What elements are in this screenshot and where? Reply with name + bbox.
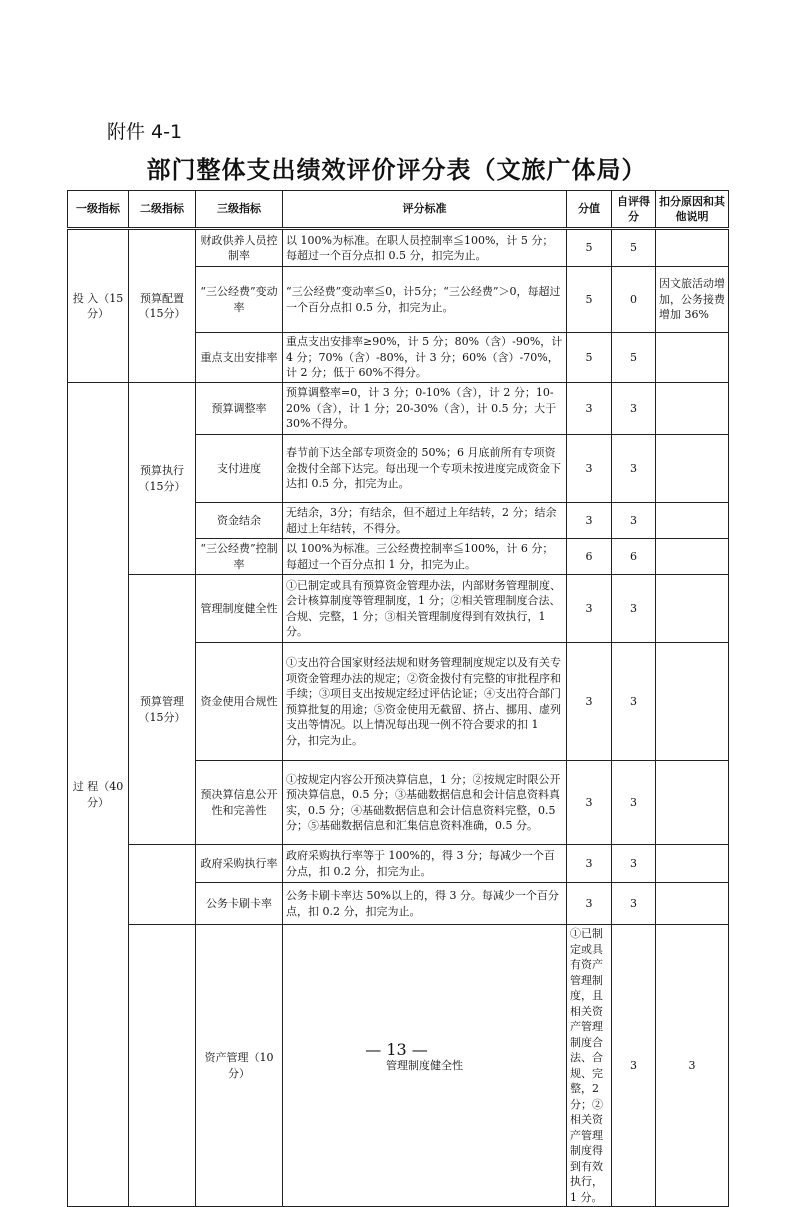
reason-cell — [656, 333, 729, 383]
table-row — [68, 845, 729, 883]
standard-cell: 重点支出安排率≥90%，计 5 分；80%（含）-90%，计 4 分；70%（含）-80%，计 3 分；60%（含）-70%，计 2 分；低于 60%不得分。 — [283, 333, 567, 383]
header-reason: 扣分原因和其他说明 — [656, 191, 729, 229]
self-score-cell: 5 — [612, 333, 656, 383]
score-cell: 3 — [567, 761, 612, 845]
self-score-cell: 5 — [612, 229, 656, 267]
self-score-cell: 3 — [612, 383, 656, 435]
l3-cell: 支付进度 — [196, 435, 283, 503]
reason-cell — [656, 883, 729, 925]
self-score-cell: 3 — [612, 643, 656, 761]
l3-cell: 资金结余 — [196, 503, 283, 539]
reason-cell — [656, 643, 729, 761]
table-row — [68, 925, 729, 1207]
header-l2: 二级指标 — [129, 191, 196, 229]
self-score-cell: 3 — [612, 883, 656, 925]
l3-cell: 管理制度健全性 — [196, 575, 283, 643]
l3-cell: 财政供养人员控制率 — [196, 229, 283, 267]
reason-cell — [656, 845, 729, 883]
standard-cell: 政府采购执行率等于 100%的，得 3 分；每减少一个百分点，扣 0.2 分，扣完为止。 — [283, 845, 567, 883]
l1-empty — [129, 925, 196, 1207]
reason-cell: 因文旅活动增加，公务接费增加 36% — [656, 267, 729, 333]
l3-cell: 预决算信息公开性和完善性 — [196, 761, 283, 845]
self-score-cell: 3 — [656, 925, 729, 1207]
table-row — [68, 575, 729, 643]
reason-cell — [656, 229, 729, 267]
l3-cell: 公务卡刷卡率 — [196, 883, 283, 925]
l3-cell: 资金使用合规性 — [196, 643, 283, 761]
score-cell: 6 — [567, 539, 612, 575]
reason-cell — [656, 575, 729, 643]
standard-cell: ①已制定或具有资产管理制度，且相关资产管理制度合法、合规、完整，2 分；②相关资产管理制度得到有效执行，1 分。 — [567, 925, 612, 1207]
l2-asset-mgmt: 资产管理（10分） — [196, 925, 283, 1207]
l2-budget-exec: 预算执行（15分） — [129, 383, 196, 575]
score-cell: 3 — [567, 883, 612, 925]
header-score: 分值 — [567, 191, 612, 229]
header-l3: 三级指标 — [196, 191, 283, 229]
self-score-cell: 3 — [612, 575, 656, 643]
self-score-cell: 0 — [612, 267, 656, 333]
standard-cell: 以 100%为标准。三公经费控制率≦100%，计 6 分；每超过一个百分点扣 1 分，扣完为止。 — [283, 539, 567, 575]
self-score-cell: 3 — [612, 503, 656, 539]
score-cell: 3 — [567, 575, 612, 643]
reason-cell — [656, 435, 729, 503]
header-row — [68, 191, 729, 229]
standard-cell: ①已制定或具有预算资金管理办法，内部财务管理制度、会计核算制度等管理制度，1 分；②相关管理制度合法、合规、完整，1 分；③相关管理制度得到有效执行，1 分。 — [283, 575, 567, 643]
l3-cell: 管理制度健全性 — [283, 925, 567, 1207]
reason-cell — [656, 383, 729, 435]
l2-empty — [129, 845, 196, 925]
standard-cell: ①按规定内容公开预决算信息，1 分；②按规定时限公开预决算信息，0.5 分；③基础数据信息和会计信息资料真实，0.5 分；④基础数据信息和会计信息资料完整，0.5 分；⑤基础数据信息和汇集信息资料准确，0.5 分。 — [283, 761, 567, 845]
standard-cell: ①支出符合国家财经法规和财务管理制度规定以及有关专项资金管理办法的规定；②资金拨付有完整的审批程序和手续；③项目支出按规定经过评估论证；④支出符合部门预算批复的用途；⑤资金使用无截留、挤占、挪用、虚列支出等情况。以上情况每出现一例不符合要求的扣 1 分，扣完为止。 — [283, 643, 567, 761]
l2-budget-alloc: 预算配置（15分） — [129, 229, 196, 383]
score-cell: 3 — [567, 435, 612, 503]
score-cell: 3 — [567, 503, 612, 539]
score-cell: 3 — [612, 925, 656, 1207]
table-row — [68, 229, 729, 267]
reason-cell — [656, 503, 729, 539]
reason-cell — [656, 761, 729, 845]
page-number: — 13 — — [365, 1040, 428, 1059]
l2-budget-mgmt: 预算管理（15分） — [129, 575, 196, 845]
l1-input: 投 入（15分） — [68, 229, 129, 383]
standard-cell: 预算调整率=0，计 3 分；0-10%（含），计 2 分；10-20%（含），计 1 分；20-30%（含），计 0.5 分；大于 30%不得分。 — [283, 383, 567, 435]
standard-cell: 以 100%为标准。在职人员控制率≦100%，计 5 分；每超过一个百分点扣 0.5 分，扣完为止。 — [283, 229, 567, 267]
self-score-cell: 3 — [612, 435, 656, 503]
l3-cell: 政府采购执行率 — [196, 845, 283, 883]
header-l1: 一级指标 — [68, 191, 129, 229]
attachment-label: 附件 4-1 — [107, 121, 183, 143]
header-standard: 评分标准 — [283, 191, 567, 229]
standard-cell: 春节前下达全部专项资金的 50%；6 月底前所有专项资金拨付全部下达完。每出现一个专项未按进度完成资金下达扣 0.5 分，扣完为止。 — [283, 435, 567, 503]
self-score-cell: 3 — [612, 761, 656, 845]
score-cell: 3 — [567, 643, 612, 761]
score-cell: 3 — [567, 845, 612, 883]
l1-process: 过 程（40分） — [68, 383, 129, 1207]
l3-cell: “三公经费”变动率 — [196, 267, 283, 333]
score-cell: 5 — [567, 267, 612, 333]
score-cell: 5 — [567, 229, 612, 267]
reason-cell — [656, 539, 729, 575]
self-score-cell: 6 — [612, 539, 656, 575]
l3-cell: 预算调整率 — [196, 383, 283, 435]
standard-cell: 公务卡刷卡率达 50%以上的，得 3 分。每减少一个百分点，扣 0.2 分，扣完为止。 — [283, 883, 567, 925]
standard-cell: 无结余，3分；有结余，但不超过上年结转，2 分；结余超过上年结转，不得分。 — [283, 503, 567, 539]
page-title: 部门整体支出绩效评价评分表（文旅广体局） — [146, 156, 647, 184]
score-cell: 5 — [567, 333, 612, 383]
standard-cell: “三公经费”变动率≦0，计5分；“三公经费”＞0，每超过一个百分点扣 0.5 分，扣完为止。 — [283, 267, 567, 333]
table-row — [68, 383, 729, 435]
header-self: 自评得分 — [612, 191, 656, 229]
score-cell: 3 — [567, 383, 612, 435]
self-score-cell: 3 — [612, 845, 656, 883]
l3-cell: “三公经费”控制率 — [196, 539, 283, 575]
l3-cell: 重点支出安排率 — [196, 333, 283, 383]
